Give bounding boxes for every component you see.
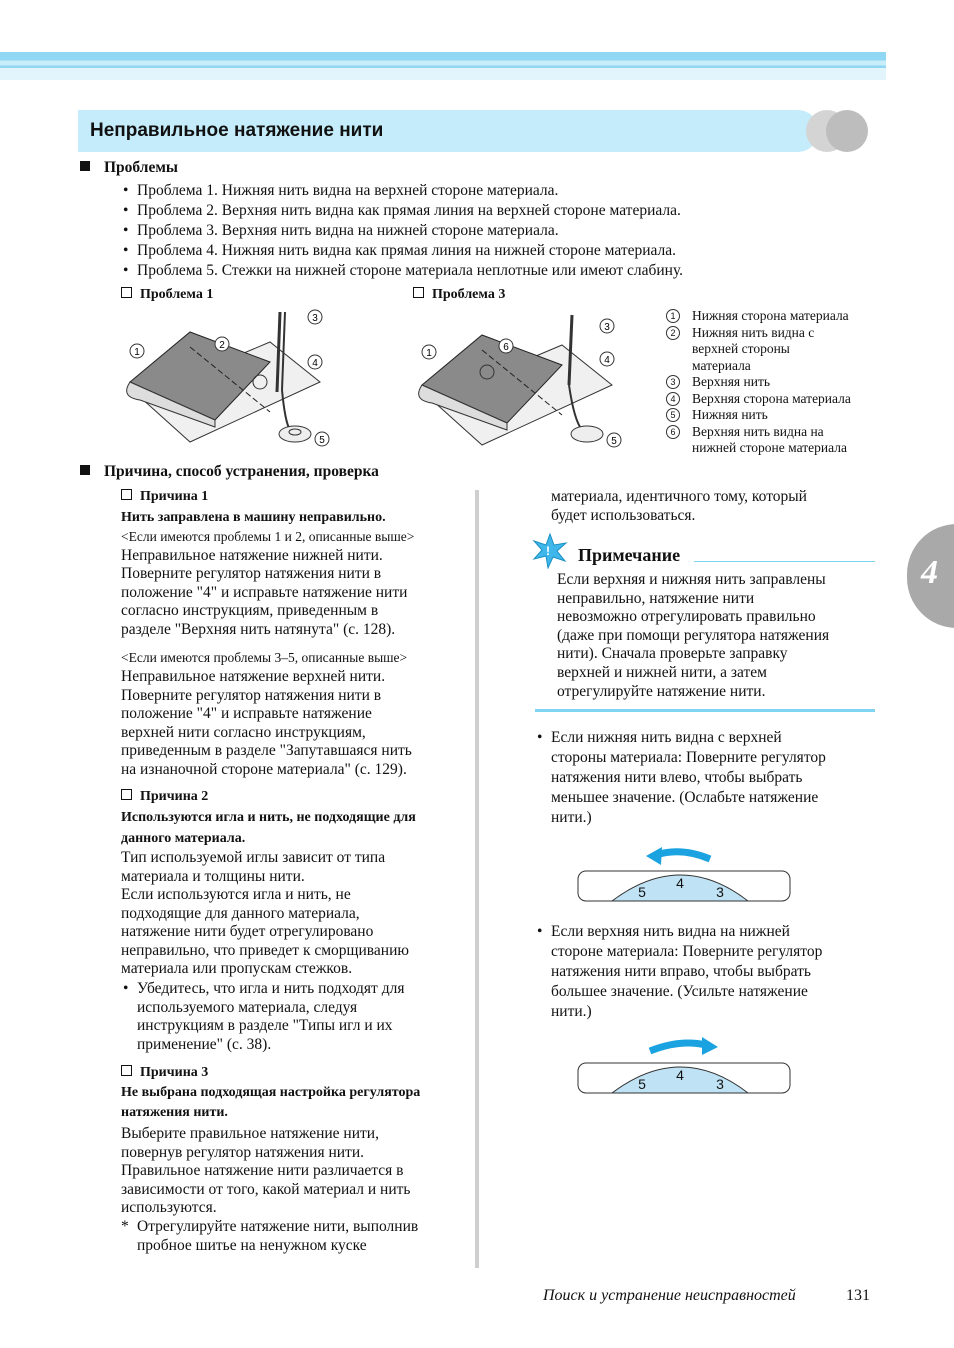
note-title: Примечание <box>578 545 681 565</box>
cause3-title: натяжения нити. <box>121 1105 228 1120</box>
svg-text:3: 3 <box>716 884 724 900</box>
cause1-text: разделе "Верхняя нить натянута" (с. 128). <box>121 620 396 638</box>
cause1-text: приведенным в разделе "Запутавшаяся нить <box>121 742 412 759</box>
footer-section: Поиск и устранение неисправностей <box>543 1287 796 1304</box>
note-text: Если верхняя и нижняя нить заправлены <box>557 571 826 588</box>
problems-heading: Проблемы <box>80 158 178 177</box>
cause2-title: данного материала. <box>121 830 246 846</box>
chapter-tab: 4 <box>907 524 954 628</box>
section-title-bar <box>78 110 818 152</box>
note-star-icon <box>532 533 568 569</box>
cause3-label: Причина 3 <box>121 1063 208 1082</box>
cause1-text: Неправильное натяжение верхней нити. <box>121 668 386 685</box>
tip-right: нити.) <box>551 1003 592 1020</box>
cause1-text: Поверните регулятор натяжения нити в <box>121 565 382 583</box>
tip-left: меньшее значение. (Ослабьте натяжение <box>551 789 819 806</box>
cause2-text: материала и толщины нити. <box>121 867 305 885</box>
note-title-rule <box>694 561 875 562</box>
header-band <box>0 52 886 80</box>
tension-dial-left <box>576 845 792 905</box>
cause3-text: используются. <box>121 1199 217 1217</box>
svg-text:4: 4 <box>604 355 610 366</box>
cause3-text: повернув регулятор натяжения нити. <box>121 1143 364 1161</box>
cause2-text: Тип используемой иглы зависит от типа <box>121 849 386 866</box>
tip-left: натяжения нити влево, чтобы выбрать <box>551 769 803 786</box>
problem-item: • Проблема 4. Нижняя нить видна как прямая линия на нижней стороне материала. <box>137 241 676 260</box>
cause1-text: положение "4" и исправьте натяжение нити <box>121 583 408 601</box>
page-title: Неправильное натяжение нити <box>90 120 384 141</box>
cause2-text: материала или пропускам стежков. <box>121 960 353 977</box>
legend-text: Нижняя нить <box>692 407 768 422</box>
problem-item: • Проблема 5. Стежки на нижней стороне материала неплотные или имеют слабину. <box>137 261 683 280</box>
cause2-text: натяжение нити будет отрегулировано <box>121 923 374 940</box>
cause3-star-text: пробное шитье на ненужном куске <box>137 1236 367 1254</box>
tip-right: большее значение. (Усильте натяжение <box>551 983 808 1000</box>
page-number: 131 <box>846 1287 870 1304</box>
cause2-bullet: • Убедитесь, что игла и нить подходят для <box>137 979 404 998</box>
tip-right: стороне материала: Поверните регулятор <box>551 943 823 960</box>
note-bottom-rule <box>535 709 875 712</box>
cause1-text: положение "4" и исправьте натяжение <box>121 705 372 722</box>
tension-dial-right <box>576 1035 792 1097</box>
legend-text: Верхняя нить <box>692 374 771 389</box>
cause1-label: Причина 1 <box>121 487 208 506</box>
legend-text: Верхняя сторона материала <box>692 390 851 406</box>
cause2-text: подходящие для данного материала, <box>121 904 360 922</box>
cause3-title: Не выбрана подходящая настройка регулятора <box>121 1085 421 1100</box>
legend-text: верхней стороны <box>692 341 790 356</box>
svg-text:3: 3 <box>716 1076 724 1092</box>
tip-left: • Если нижняя нить видна с верхней <box>551 728 782 747</box>
problem-item: • Проблема 1. Нижняя нить видна на верхней стороне материала. <box>137 181 558 200</box>
legend-number: 4 <box>666 389 690 408</box>
figure-problem1 <box>120 302 340 462</box>
svg-text:1: 1 <box>426 348 432 359</box>
svg-text:5: 5 <box>611 436 617 447</box>
note-text: нити). Сначала проверьте заправку <box>557 645 788 663</box>
continued-text: материала, идентичного тому, который <box>551 488 807 505</box>
legend-text: Верхняя нить видна на <box>692 423 824 439</box>
cause2-label: Причина 2 <box>121 787 208 806</box>
legend-text: Нижняя сторона материала <box>692 308 849 323</box>
legend-text: материала <box>692 357 751 373</box>
continued-text: будет использоваться. <box>551 507 696 524</box>
legend-text: нижней стороне материала <box>692 440 847 455</box>
cause3-star-text: Отрегулируйте натяжение нити, выполнив <box>137 1218 419 1235</box>
cause1-condition: <Если имеются проблемы 3–5, описанные выше> <box>121 650 408 665</box>
svg-text:4: 4 <box>676 1067 684 1083</box>
cause3-text: Правильное натяжение нити различается в <box>121 1162 404 1180</box>
svg-text:6: 6 <box>503 342 509 353</box>
svg-text:5: 5 <box>638 1076 646 1092</box>
figure-problem3 <box>412 310 632 462</box>
cause-heading: Причина, способ устранения, проверка <box>80 462 379 481</box>
cause1-text: согласно инструкциям, приведенным в <box>121 602 379 620</box>
svg-text:1: 1 <box>134 347 140 358</box>
note-text: верхней и нижней нити, а затем <box>557 664 767 681</box>
svg-text:5: 5 <box>638 884 646 900</box>
title-decoration <box>826 110 868 152</box>
cause1-text: на изнаночной стороне материала" (с. 129). <box>121 760 407 778</box>
cause3-text: Выберите правильное натяжение нити, <box>121 1125 379 1142</box>
note-text: невозможно отрегулировать правильно <box>557 608 816 626</box>
svg-text:2: 2 <box>219 340 225 351</box>
cause2-bullet: используемого материала, следуя <box>137 998 358 1016</box>
legend-number: 3 <box>666 372 690 391</box>
tip-right: натяжения нити вправо, чтобы выбрать <box>551 963 811 980</box>
tip-left: стороны материала: Поверните регулятор <box>551 749 826 766</box>
cause3-text: зависимости от того, какой материал и нить <box>121 1180 411 1198</box>
problem-item: • Проблема 2. Верхняя нить видна как прямая линия на верхней стороне материала. <box>137 201 681 220</box>
problem-item: • Проблема 3. Верхняя нить видна на нижней стороне материала. <box>137 221 559 240</box>
cause1-title: Нить заправлена в машину неправильно. <box>121 510 386 525</box>
cause1-text: верхней нити согласно инструкциям, <box>121 723 366 741</box>
legend-number: 1 <box>666 306 690 325</box>
legend-number: 5 <box>666 405 690 424</box>
svg-text:!: ! <box>546 544 550 558</box>
asterisk-marker: * <box>121 1218 129 1235</box>
cause1-text: Поверните регулятор натяжения нити в <box>121 686 382 704</box>
note-text: (даже при помощи регулятора натяжения <box>557 626 830 644</box>
figure1-label: Проблема 1 <box>121 285 213 304</box>
legend-number: 2 <box>666 323 690 342</box>
tip-left: нити.) <box>551 809 592 826</box>
svg-text:5: 5 <box>319 435 325 446</box>
legend-number: 6 <box>666 422 690 441</box>
note-text: неправильно, натяжение нити <box>557 589 755 607</box>
cause2-bullet: применение" (с. 38). <box>137 1035 272 1053</box>
tip-right: • Если верхняя нить видна на нижней <box>551 922 790 941</box>
note-text: отрегулируйте натяжение нити. <box>557 682 766 700</box>
legend-text: Нижняя нить видна с <box>692 324 815 340</box>
svg-text:4: 4 <box>312 358 318 369</box>
svg-text:3: 3 <box>604 322 610 333</box>
column-divider <box>475 490 479 1268</box>
cause1-condition: <Если имеются проблемы 1 и 2, описанные выше> <box>121 529 415 544</box>
svg-text:4: 4 <box>676 875 684 891</box>
svg-text:3: 3 <box>312 313 318 324</box>
cause2-text: Если используются игла и нить, не <box>121 886 351 903</box>
cause2-title: Используются игла и нить, не подходящие для <box>121 810 416 825</box>
cause1-text: Неправильное натяжение нижней нити. <box>121 547 383 564</box>
figure3-label: Проблема 3 <box>413 285 505 304</box>
cause2-bullet: инструкциям в разделе "Типы игл и их <box>137 1017 393 1034</box>
cause2-text: неправильно, что приведет к сморщиванию <box>121 941 409 959</box>
